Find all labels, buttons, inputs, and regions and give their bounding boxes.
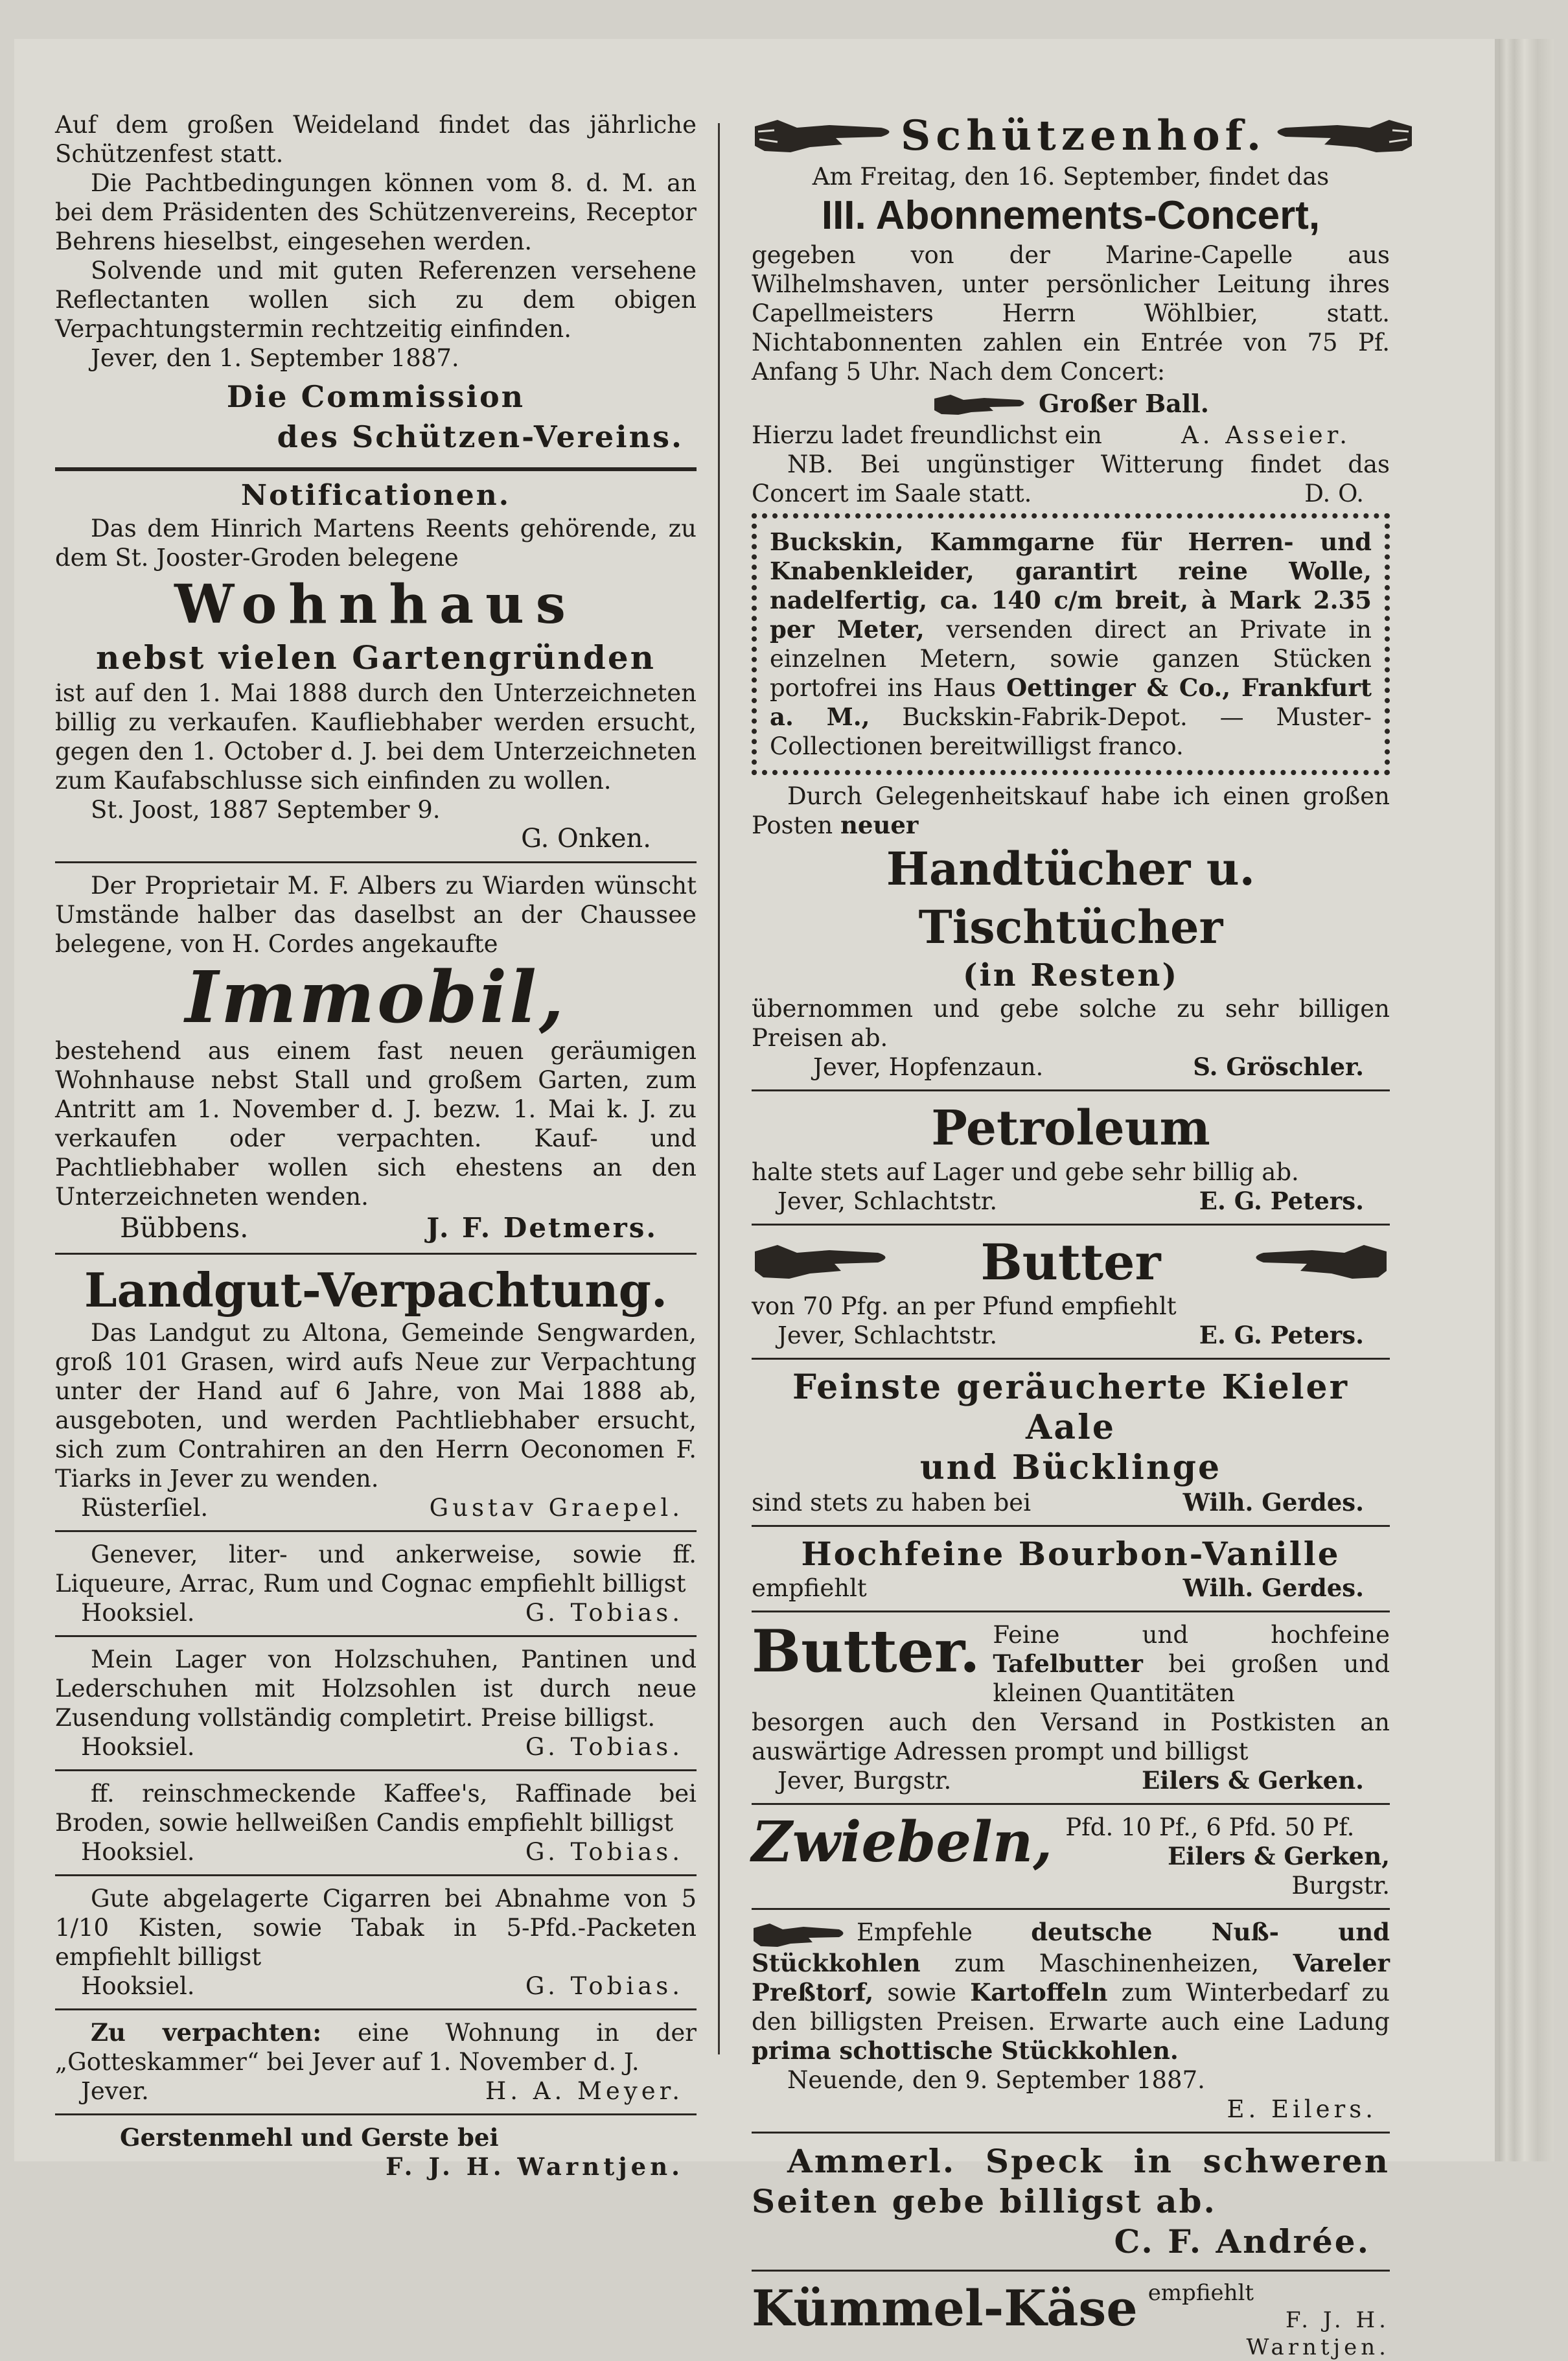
ad-text — [993, 1620, 1390, 1708]
divider — [752, 1525, 1390, 1527]
ad-signature: S. Gröschler. — [1193, 1053, 1364, 1081]
ad-butter-peters — [752, 1233, 1390, 1350]
ad-text — [1065, 1842, 1390, 1900]
ad-zwiebeln — [752, 1809, 1390, 1900]
ad-title-row — [752, 110, 1390, 162]
ad-headline: Wohnhaus — [174, 574, 577, 636]
ad-text: Genever, liter- und ankerweise, sowie ff. Liqueure, Arrac, Rum und Cognac empfiehlt billigst — [55, 1541, 697, 1598]
ad-genever — [55, 1540, 697, 1627]
ad-text: ist auf den 1. Mai 1888 durch den Unterzeichneten billig zu verkaufen. Kaufliebhaber werden ersucht, gegen den 1. October d. J. bei dem Unterzeichneten zum Kaufabschlusse sich einfinden zu wollen. — [55, 679, 697, 795]
page-edge — [1499, 39, 1554, 2161]
ad-text: Solvende und mit guten Referenzen versehene Reflectanten wollen sich zu dem obigen Verpachtungstermin rechtzeitig einfinden. — [55, 257, 697, 343]
column-divider — [718, 123, 720, 2054]
ad-text: empfiehlt — [1147, 2279, 1254, 2306]
ad-signature: E. G. Peters. — [1199, 1321, 1364, 1349]
ad-text: bestehend aus einem fast neuen geräumigen Wohnhause nebst Stall und großem Garten, zum Antritt am 1. November d. J. bezw. 1. Mai k. J. zu verkaufen oder verpachten. Kauf- und Pachtliebhaber wollen sich ehestens an den Unterzeichneten wenden. — [55, 1037, 697, 1211]
ad-text — [55, 2018, 697, 2076]
ad-kohlen — [752, 1918, 1390, 2124]
ad-vanille — [752, 1535, 1390, 1603]
ad-details — [1065, 1813, 1390, 1900]
ad-signature: Wilh. Gerdes. — [1182, 1574, 1364, 1602]
ad-place: Rüsterſiel. — [81, 1494, 209, 1522]
right-column — [752, 110, 1390, 2361]
ad-kieler-aale — [752, 1367, 1390, 1517]
ad-text: Das Landgut zu Altona, Gemeinde Sengwarden, groß 101 Grasen, wird aufs Neue zur Verpachtung unter der Hand auf 6 Jahre, von Mai 1888 ab, ausgeboten, und werden Pachtliebhaber ersucht, sich zum Contrahiren an den Herrn Oeconomen F. Tiarks in Jever zu wenden. — [55, 1319, 697, 1493]
ad-headline: III. Abonnements-Concert, — [821, 193, 1320, 238]
divider — [55, 1253, 697, 1255]
section-heading: Notificationen. — [240, 479, 511, 512]
ad-street: Burgstr. — [1291, 1872, 1390, 1900]
ad-signature: E. Eilers. — [1227, 2095, 1377, 2123]
ad-text: Am Freitag, den 16. September, findet das — [812, 163, 1330, 191]
ad-place: Hooksiel. — [81, 1838, 195, 1866]
ad-headline: Hochfeine Bourbon-Vanille — [801, 1535, 1341, 1573]
ad-firm: Oettinger & Co., Frankfurt a. M., — [770, 673, 1372, 731]
ad-text: halte stets auf Lager und gebe sehr billig ab. — [752, 1158, 1299, 1186]
ad-date: St. Joost, 1887 September 9. — [91, 796, 441, 824]
pointing-hand-right-icon — [752, 1920, 849, 1949]
ad-text-body: Empfehle — [857, 1918, 973, 1946]
ad-signature: Gustav Graepel. — [429, 1494, 684, 1522]
ad-speck — [752, 2141, 1390, 2262]
ad-headline: Feinste geräucherte Kieler Aale — [792, 1367, 1349, 1447]
ad-title-row — [752, 1809, 1390, 1900]
divider — [55, 861, 697, 863]
ad-petroleum — [752, 1099, 1390, 1216]
divider — [55, 1874, 697, 1876]
ad-text-body: sowie — [887, 1978, 957, 2006]
ad-kuemmelkaese — [752, 2279, 1390, 2361]
ad-buckskin-box — [752, 513, 1390, 775]
pointing-hand-left-icon — [1266, 113, 1415, 159]
ad-text-body: eine Wohnung in der „Gotteskammer“ bei Jever auf 1. November d. J. — [55, 2019, 697, 2076]
ad-text — [752, 782, 1390, 840]
ad-place: Hooksiel. — [81, 1972, 195, 2000]
ad-footer — [55, 1598, 697, 1627]
ad-signature: Wilh. Gerdes. — [1182, 1488, 1364, 1517]
ad-signature: G. Tobias. — [525, 1838, 684, 1866]
left-column — [55, 110, 697, 2181]
ad-immobil — [55, 871, 697, 1245]
divider — [752, 1908, 1390, 1910]
ad-headline: und Bücklinge — [919, 1448, 1222, 1487]
ad-place: Hooksiel. — [81, 1733, 195, 1761]
ad-place: Jever, Schlachtstr. — [778, 1187, 998, 1215]
divider — [55, 1769, 697, 1771]
ad-note: NB. Bei ungünstiger Witterung findet das Concert im Saale statt. — [752, 450, 1390, 507]
ad-headline: Butter — [980, 1233, 1161, 1291]
ad-title-row — [752, 1617, 1390, 1708]
ad-text-bold: deutsche Nuß- und Stückkohlen — [752, 1918, 1390, 1977]
ad-place: Jever, Hopfenzaun. — [813, 1053, 1044, 1081]
ad-date: Neuende, den 9. September 1887. — [787, 2065, 1205, 2094]
ad-text — [752, 450, 1390, 508]
ad-place: Hooksiel. — [81, 1599, 195, 1627]
divider — [752, 1224, 1390, 1226]
ad-headline: Zwiebeln, — [752, 1809, 1053, 1875]
ad-signature: J. F. Detmers. — [426, 1212, 658, 1244]
ad-subheadline: nebst vielen Gartengründen — [95, 638, 656, 677]
ad-lead: Zu verpachten: — [91, 2018, 321, 2047]
ad-kaffee — [55, 1779, 697, 1867]
ad-footer — [55, 1837, 697, 1867]
divider — [55, 2008, 697, 2010]
ad-signature: H. A. Meyer. — [485, 2077, 684, 2105]
ad-text: Pfd. 10 Pf., 6 Pfd. 50 Pf. — [1065, 1813, 1355, 1841]
ad-text: Das dem Hinrich Martens Reents gehörende, zu dem St. Jooster-Groden belegene — [55, 515, 697, 572]
ad-text-body: Buckskin-Fabrik-Depot. — Muster-Collectionen bereitwilligst franco. — [770, 703, 1372, 760]
ad-footer — [55, 2076, 697, 2106]
ad-text-body: zum Maschinenheizen, — [954, 1949, 1260, 1977]
ad-ball-row — [752, 389, 1390, 418]
ad-text-body: Durch Gelegenheitskauf habe ich einen großen Posten — [752, 782, 1390, 839]
ad-headline: Butter. — [752, 1617, 980, 1686]
ad-text: Der Proprietair M. F. Albers zu Wiarden wünscht Umstände halber das daselbst an der Chaussee belegene, von H. Cordes angekaufte — [55, 872, 697, 958]
ad-text-bold: Buckskin, Kammgarne für Herren- und Knabenkleider, garantirt reine Wolle, nadelfertig, ca. 140 c/m breit, à Mark 2.35 per Meter, — [770, 528, 1372, 644]
ad-text: Gute abgelagerte Cigarren bei Abnahme von 5 1/10 Kisten, sowie Tabak in 5-Pfd.-Packeten empfiehlt billigst — [55, 1885, 697, 1971]
ad-signature: C. F. Andrée. — [1114, 2222, 1370, 2261]
ad-text: von 70 Pfg. an per Pfund empfiehlt — [752, 1292, 1177, 1320]
ad-text: Gerstenmehl und Gerste bei — [120, 2123, 499, 2152]
ad-text-body: Feine und hochfeine — [993, 1621, 1390, 1649]
ad-text: Hierzu ladet freundlichst ein — [752, 421, 1102, 449]
ad-place: Jever, Burgstr. — [778, 1767, 952, 1795]
divider — [752, 2132, 1390, 2134]
ad-schuetzenfest — [55, 110, 697, 457]
pointing-hand-right-icon — [752, 113, 901, 159]
divider — [55, 2113, 697, 2115]
ad-holzschuhe — [55, 1645, 697, 1762]
ad-wohnung — [55, 2018, 697, 2106]
ad-signature: des Schützen-Vereins. — [277, 419, 684, 454]
ad-text: Die Pachtbedingungen können vom 8. d. M. an bei dem Präsidenten des Schützenvereins, Receptor Behrens hieselbst, eingesehen werden. — [55, 169, 697, 255]
ad-signature: A. Asseier. — [1181, 421, 1351, 449]
divider — [55, 1530, 697, 1532]
ad-text: Auf dem großen Weideland findet das jährliche Schützenfest statt. — [55, 111, 697, 168]
ad-text-body: versenden direct an Private in einzelnen Metern, sowie ganzen Stücken portofrei ins Haus — [770, 616, 1372, 702]
ad-text: Ammerl. Speck in schweren Seiten gebe billigst ab. — [752, 2141, 1390, 2220]
ad-footer — [55, 1971, 697, 2001]
ad-title-row — [752, 2279, 1390, 2361]
ad-footer — [752, 421, 1390, 450]
ad-note-signature: D. O. — [1304, 480, 1364, 507]
ad-text: sind stets zu haben bei — [752, 1489, 1032, 1517]
ad-headline: Immobil, — [185, 955, 567, 1039]
ad-text: ff. reinschmeckende Kaffee's, Raffinade bei Broden, sowie hellweißen Candis empfiehlt billigst — [55, 1780, 697, 1837]
ad-place: Jever, Schlachtstr. — [778, 1321, 998, 1349]
divider — [55, 467, 697, 471]
ad-text-bold: Kartoffeln — [970, 1977, 1108, 2006]
pointing-hand-left-icon — [1247, 1240, 1390, 1285]
pointing-hand-right-icon — [932, 391, 1030, 417]
ad-headline: Landgut-Verpachtung. — [84, 1262, 668, 1318]
ad-place: Bübbens. — [120, 1212, 249, 1244]
ad-subheadline: (in Resten) — [962, 957, 1179, 994]
divider — [55, 1635, 697, 1637]
ad-signature: F. J. H. Warntjen. — [386, 2152, 684, 2181]
ad-cigarren — [55, 1884, 697, 2001]
ad-headline: Schützenhof. — [901, 111, 1267, 160]
ad-schuetzenhof — [752, 110, 1390, 508]
ad-signature: Die Commission — [226, 379, 525, 414]
ad-footer — [752, 1187, 1390, 1216]
ad-gerstenmehl — [55, 2123, 697, 2181]
ad-title-row — [752, 1233, 1390, 1292]
divider — [752, 1089, 1390, 1091]
ad-headline: Kümmel-Käse — [752, 2279, 1138, 2337]
ad-footer — [55, 1211, 697, 1245]
ad-footer — [55, 1732, 697, 1762]
pointing-hand-right-icon — [752, 1240, 894, 1285]
ad-text: übernommen und gebe solche zu sehr billigen Preisen ab. — [752, 995, 1390, 1052]
ad-text — [752, 1918, 1390, 2065]
ad-headline: Petroleum — [931, 1100, 1210, 1156]
ad-tafelbutter — [752, 1617, 1390, 1795]
ad-signature: E. G. Peters. — [1199, 1187, 1364, 1215]
ad-text-body: bei großen und kleinen Quantitäten — [993, 1650, 1390, 1707]
divider — [752, 2270, 1390, 2272]
ad-text-bold: Vareler Preßtorf, — [752, 1948, 1390, 2006]
ad-date: Jever, den 1. September 1887. — [91, 344, 459, 372]
ad-signature: G. Tobias. — [525, 1733, 684, 1761]
divider — [752, 1803, 1390, 1805]
ad-text — [770, 528, 1372, 761]
ad-signature: G. Tobias. — [525, 1972, 684, 2000]
ad-handtuecher — [752, 782, 1390, 1082]
ad-place: Jever. — [81, 2077, 149, 2105]
ad-signature: Eilers & Gerken. — [1142, 1766, 1364, 1795]
ad-headline: Handtücher u. Tischtücher — [886, 842, 1256, 954]
ad-text-body: zum Winterbedarf zu den billigsten Preisen. Erwarte auch eine Ladung — [752, 1978, 1390, 2036]
ad-text-bold: Tafelbutter — [993, 1649, 1143, 1678]
ad-text: gegeben von der Marine-Capelle aus Wilhelmshaven, unter persönlicher Leitung ihres Capellmeisters Herrn Wöhlbier, statt. Nichtabonnenten zahlen ein Entrée von 75 Pf. Anfang 5 Uhr. Nach dem Concert: — [752, 241, 1390, 386]
ad-footer — [752, 1574, 1390, 1603]
ad-text: empfiehlt — [752, 1574, 867, 1602]
ad-ball: Großer Ball. — [1039, 389, 1209, 418]
ad-footer — [752, 1766, 1390, 1795]
ad-text-bold: prima schottische Stückkohlen. — [752, 2036, 1179, 2065]
ad-signature: F. J. H. Warntjen. — [1246, 2307, 1390, 2360]
divider — [752, 1611, 1390, 1612]
ad-footer — [55, 1493, 697, 1522]
ad-text-bold: neuer — [840, 811, 919, 839]
ad-footer — [752, 1053, 1390, 1082]
ad-signature: Eilers & Gerken, — [1168, 1842, 1390, 1870]
ad-footer — [752, 1321, 1390, 1350]
ad-signature: G. Tobias. — [525, 1599, 684, 1627]
ad-landgut — [55, 1262, 697, 1522]
divider — [752, 1358, 1390, 1360]
ad-signature: G. Onken. — [521, 824, 651, 854]
ad-text: Mein Lager von Holzschuhen, Pantinen und Lederschuhen mit Holzsohlen ist durch neue Zusendung vollständig completirt. Preise billigst. — [55, 1646, 697, 1732]
ad-details — [1148, 2279, 1390, 2361]
ad-wohnhaus — [55, 478, 697, 854]
ad-footer — [752, 1488, 1390, 1517]
ad-text: besorgen auch den Versand in Postkisten an auswärtige Adressen prompt und billigst — [752, 1708, 1390, 1765]
